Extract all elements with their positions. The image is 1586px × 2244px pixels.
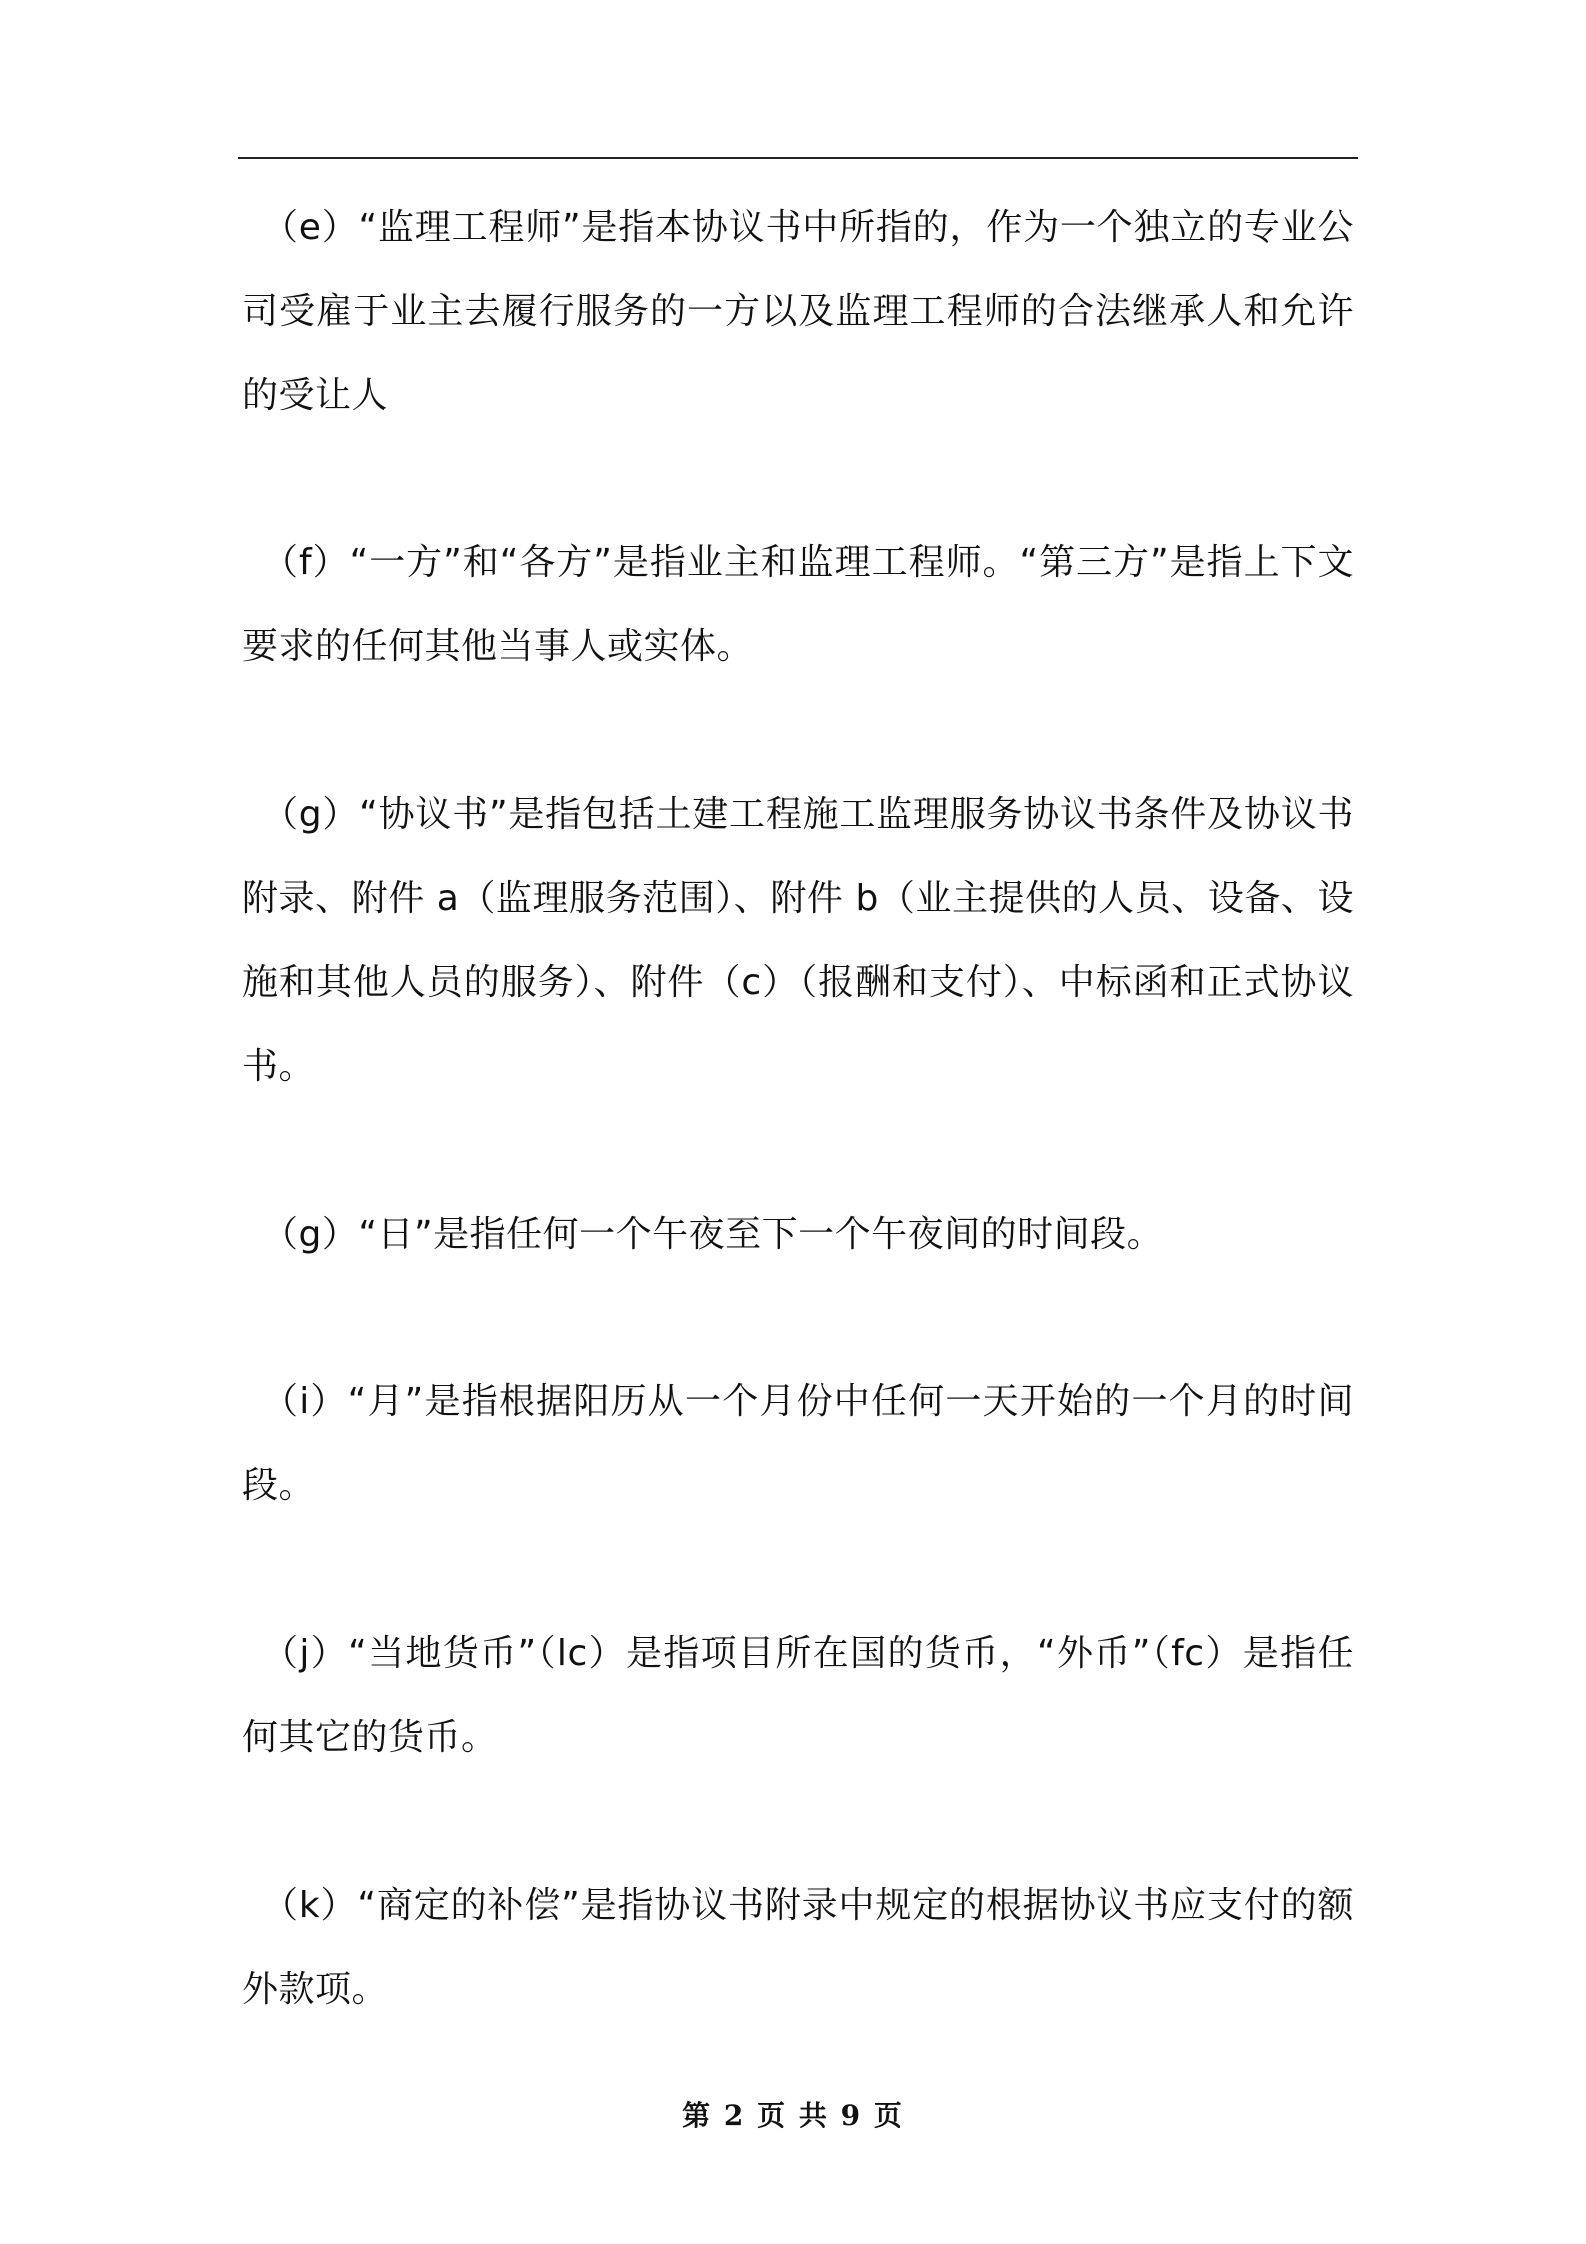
definition-paragraph-e: （e）“监理工程师”是指本协议书中所指的，作为一个独立的专业公司受雇于业主去履行服务的一方以及监理工程师的合法继承人和允许的受让人 [242, 207, 1354, 416]
definition-paragraph-k: （k）“商定的补偿”是指协议书附录中规定的根据协议书应支付的额外款项。 [242, 1885, 1354, 2010]
definition-paragraph-g-day: （g）“日”是指任何一个午夜至下一个午夜间的时间段。 [262, 1214, 1164, 1255]
header-divider [238, 157, 1358, 159]
definition-paragraph-i: （i）“月”是指根据阳历从一个月份中任何一天开始的一个月的时间段。 [242, 1381, 1354, 1506]
definition-paragraph-j: （j）“当地货币”（lc）是指项目所在国的货币，“外币”（fc）是指任何其它的货币。 [242, 1633, 1354, 1758]
page-number: 第 2 页 共 9 页 [682, 2099, 904, 2132]
definition-paragraph-f: （f）“一方”和“各方”是指业主和监理工程师。“第三方”是指上下文要求的任何其他当事人或实体。 [242, 542, 1354, 667]
definition-paragraph-g-agreement: （g）“协议书”是指包括土建工程施工监理服务协议书条件及协议书附录、附件 a（监理服务范围）、附件 b（业主提供的人员、设备、设施和其他人员的服务）、附件（c）（报酬和支付）、中标函和正式协议书。 [242, 794, 1354, 1087]
